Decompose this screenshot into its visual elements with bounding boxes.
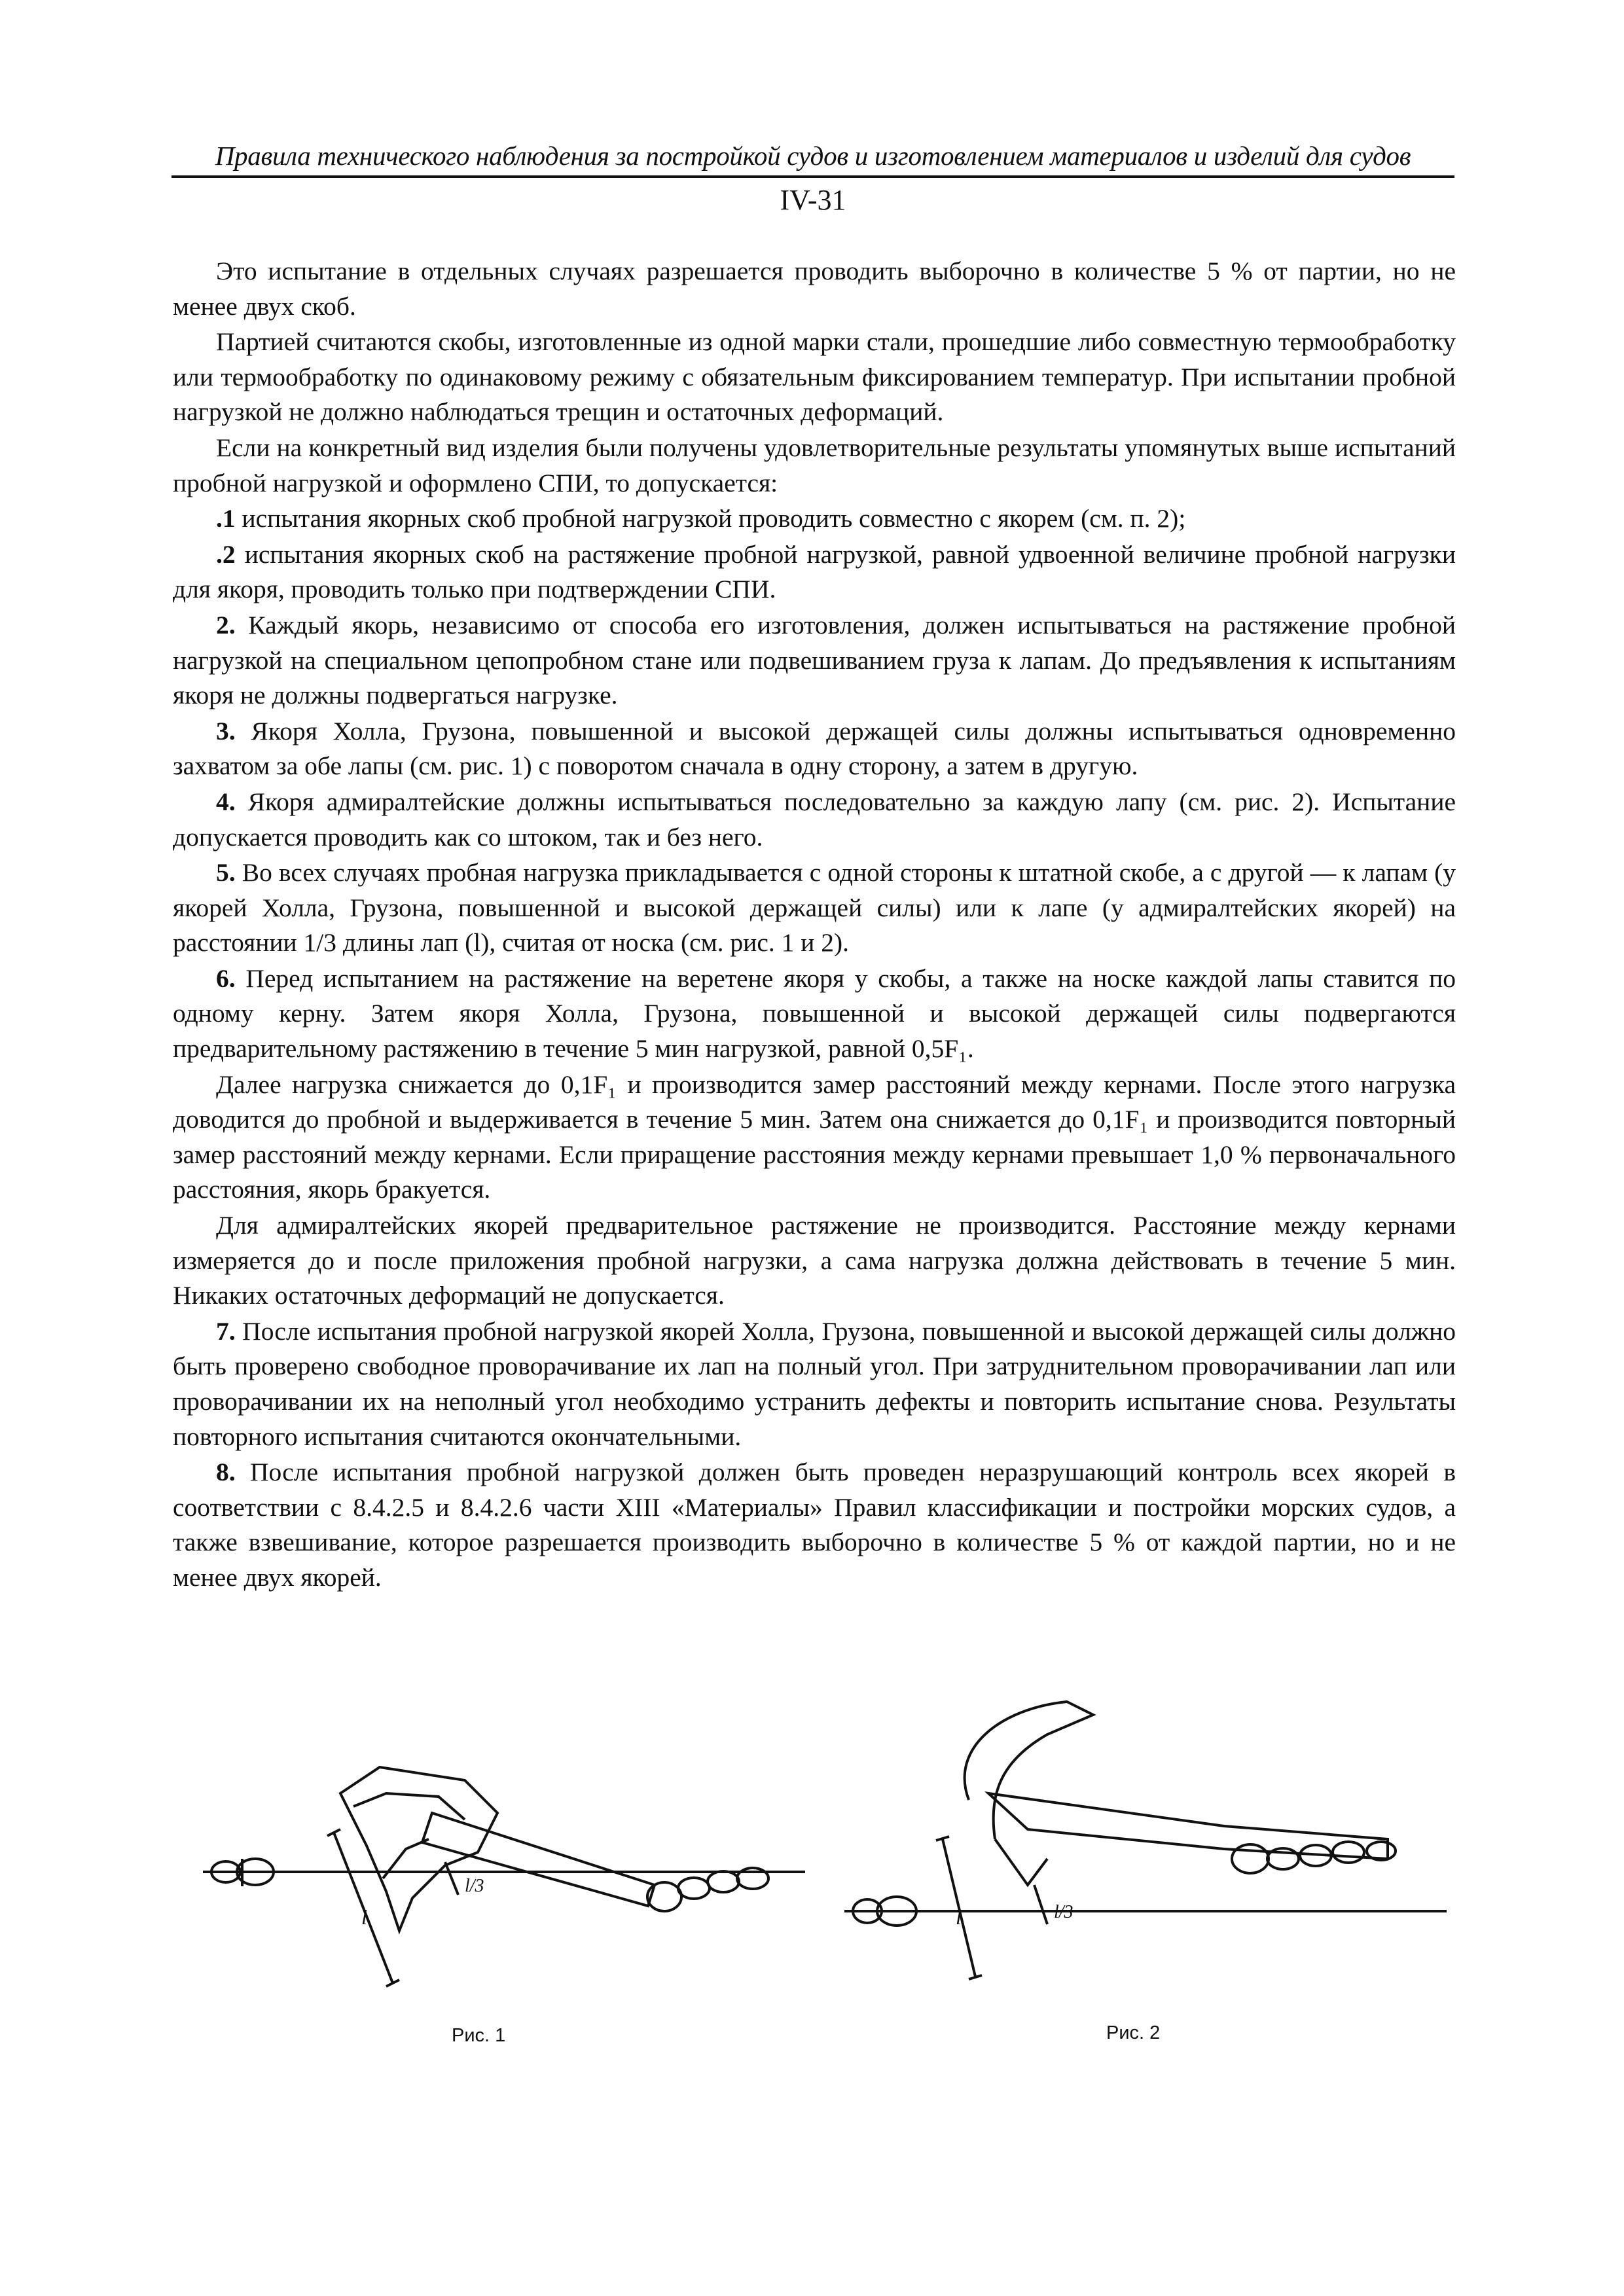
paragraph-2: 2. Каждый якорь, независимо от способа его изготовления, должен испытываться на растяжение пробной нагрузкой на специальном цепопробном стане или подвешиванием груза к лапам. До предъявления к испытаниям якоря не должны подвергаться нагрузке. [173, 610, 1456, 710]
paragraph-item-1: .1 испытания якорных скоб пробной нагрузкой проводить совместно с якорем (см. п. 2); [216, 504, 1186, 533]
paragraph-item-2: .2 испытания якорных скоб на растяжение пробной нагрузкой, равной удвоенной величине пробной нагрузки для якоря, проводить только при подтверждении СПИ. [173, 539, 1456, 604]
paragraph: Далее нагрузка снижается до 0,1F₁ и производится замер расстояний между кернами. После этого нагрузка доводится до пробной и выдерживается в течение 5 мин. Затем она снижается до 0,1F₁ и производится повторный замер расстояний между кернами. Если приращение расстояния между кернами превышает 1,0 % первоначального расстояния, якорь бракуется. [173, 1069, 1456, 1204]
paragraph-6: 6. Перед испытанием на растяжение на веретене якоря у скобы, а также на носке каждой лапы ставится по одному керну. Затем якоря Холла, Грузона, повышенной и высокой держащей силы подвергаются предварительному растяжению в течение 5 мин нагрузкой, равной 0,5F₁. [173, 963, 1456, 1064]
paragraph-8: 8. После испытания пробной нагрузкой должен быть проведен неразрушающий контроль всех якорей в соответствии с 8.4.2.5 и 8.4.2.6 части XIII «Материалы» Правил классификации и постройки морских судов, а также взвешивание, которое разрешается производить выборочно в количестве 5 % от каждой партии, но и не менее двух якорей. [173, 1458, 1456, 1592]
admiralty-anchor-illustration [831, 1689, 1460, 1990]
page-number: IV-31 [780, 184, 846, 216]
paragraph: Для адмиралтейских якорей предварительное растяжение не производится. Расстояние между кернами измеряется до и после приложения пробной нагрузки, а сама нагрузка должна действовать в течение 5 мин. Никаких остаточных деформаций не допускается. [173, 1211, 1456, 1310]
label-l3: l/3 [465, 1876, 484, 1896]
paragraph-3: 3. Якоря Холла, Грузона, повышенной и высокой держащей силы должны испытываться одновременно захватом за обе лапы (см. рис. 1) с поворотом сначала в одну сторону, а затем в другую. [173, 716, 1456, 781]
label-l3: l/3 [1054, 1902, 1074, 1922]
paragraph-5: 5. Во всех случаях пробная нагрузка прикладывается с одной стороны к штатной скобе, а с другой — к лапам (у якорей Холла, Грузона, повышенной и высокой держащей силы) или к лапе (у адмиралтейских якорей) на расстоянии 1/3 длины лап (l), считая от носка (см. рис. 1 и 2). [173, 858, 1456, 958]
running-header: Правила технического наблюдения за постройкой судов и изготовлением материалов и изделий для судов [215, 141, 1411, 171]
figure-1-caption: Рис. 1 [452, 2025, 506, 2046]
label-l: l [956, 1905, 962, 1929]
dimension-l3-line [1034, 1885, 1047, 1924]
paragraph-4: 4. Якоря адмиралтейские должны испытываться последовательно за каждую лапу (см. рис. 2). Испытание допускается проводить как со штоком, так и без него. [173, 787, 1456, 852]
header-divider [171, 175, 1454, 178]
dimension-l3-line [445, 1862, 458, 1895]
label-l: l [361, 1905, 367, 1929]
figure-1-hall-anchor [190, 1734, 818, 2009]
paragraph-7: 7. После испытания пробной нагрузкой якорей Холла, Грузона, повышенной и высокой держащей силы должно быть проверено свободное проворачивание их лап на полный угол. При затруднительном проворачивании лап или проворачивании их на неполный угол необходимо устранить дефекты и повторить испытание снова. Результаты повторного испытания считаются окончательными. [173, 1316, 1456, 1451]
hall-anchor-illustration [190, 1734, 818, 2009]
anchor-arm [965, 1702, 1093, 1839]
paragraph: Если на конкретный вид изделия были получены удовлетворительные результаты упомянутых выше испытаний пробной нагрузкой и оформлено СПИ, то допускается: [173, 433, 1456, 497]
figure-2-admiralty-anchor [831, 1689, 1460, 1990]
paragraph: Это испытание в отдельных случаях разрешается проводить выборочно в количестве 5 % от партии, но не менее двух скоб. [173, 257, 1456, 321]
figure-2-caption: Рис. 2 [1106, 2022, 1161, 2043]
paragraph: Партией считаются скобы, изготовленные из одной марки стали, прошедшие либо совместную термообработку или термообработку по одинаковому режиму с обязательным фиксированием температур. При испытании пробной нагрузкой не должно наблюдаться трещин и остаточных деформаций. [173, 327, 1456, 427]
body-text [173, 254, 1456, 1596]
